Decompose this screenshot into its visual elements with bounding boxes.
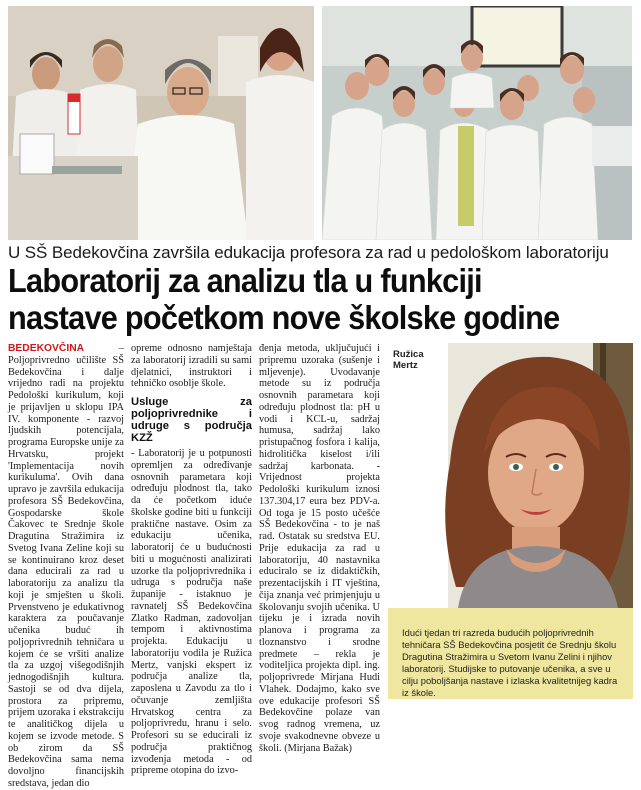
portrait-photo xyxy=(388,343,633,608)
lab-photo-left xyxy=(8,6,314,240)
article-column-3 xyxy=(259,343,380,754)
column-2-text-b: - Laboratorij je u potpunosti opremljen za određivanje osnovnih parametara koji određuju plodnost tla, tako da će početkom iduće školske godine biti u funkciji praktične nastave. Osim za edukaciju učenika, laboratorij će u budućnosti biti u mogućnosti analizirati uzorke tla poljoprivrednika i udruga s područja naše županije - istaknuo je ravnatelj SŠ Bedekovčina Zlatko Radman, zadovoljan tempom i aktivnostima projekta. Edukaciju u laboratoriju vodila je Ružica Mertz, vanjski ekspert iz područja analize tla, zaposlena u Zavodu za tlo i očuvanje zemljišta Hrvatskog centra za poljoprivredu, hranu i selo. Profesori su se educirali iz područja praktičnog izvođenja metoda - od pripreme otopina do izvo- xyxy=(131,448,252,777)
headline-line-2: nastave početkom nove školske godine xyxy=(8,299,560,336)
article-column-2 xyxy=(131,343,252,777)
dateline: BEDEKOVČINA xyxy=(8,343,85,354)
article-kicker: U SŠ Bedekovčina završila edukacija profesora za rad u pedološkom laboratoriju xyxy=(8,243,609,262)
column-1-text: – Poljoprivredno učilište SŠ Bedekovčina i dalje vrijedno radi na projektu Pedološki kurikulum, koji je prijavljen u sklopu IPA IV. komponente - razvoj ljudskih potencijala, programa Europske unije za Hrvatsku, projekt 'Implementacija novih kurikuluma'. Ovih dana upravo je završila edukacija profesora SŠ Bedekovčina, Gospodarske škole Čakovec te Srednje škole Dragutina Stražimira iz Svetog Ivana Zeline koji su se kontinuirano kroz deset dana educirali za rad u laboratoriju za analizu tla koji je smješten u školi. Prvenstveno je edukativnog karaktera za poučavanje učenika buduć ih poljoprivrednih tehničara u kojem će se vršiti analize tla za uzgoj višegodišnjih jednogodišnjih kultura. Sastoji se od dva dijela, prostora za pripremu, prijem uzoraka i ekstrakciju te analitičkog dijela u kojem se izvode metode. S ob zirom da SŠ Bedekovčina sama nema dovoljno financijskih sredstava, jedan dio xyxy=(8,343,124,789)
column-2-text-a: opreme odnosno namještaja za laboratorij izradili su sami djelatnici, instruktori i tehničko osoblje škole. xyxy=(131,343,252,390)
group-photo-right xyxy=(322,6,632,240)
article-headline xyxy=(8,262,592,336)
article-column-1 xyxy=(8,343,124,790)
portrait-name: Ružica Mertz xyxy=(393,349,424,371)
headline-line-1: Laboratorij za analizu tla u funkciji xyxy=(8,262,482,299)
portrait-caption-box xyxy=(388,343,633,699)
photo-caption: Idući tjedan tri razreda budućih poljoprivrednih tehničara SŠ Bedekovčina posjetit će Srednju školu Dragutina Stražimira u Svetom Ivanu Zelini i njihov laboratorij. Studijske to putovanje učenika, a sve u cilju poboljšanja nastave i izlaska kvalitetnijeg kadra iz škole. xyxy=(402,627,618,698)
byline: (Mirjana Bažak) xyxy=(284,742,352,754)
column-3-text: đenja metoda, uključujući i pripremu uzoraka (sušenje i mljevenje). Uvodavanje metode su iz područja osnovnih parametara koji određuju plodnost tla: pH u vodi i KCL-u, sadržaj humusa, sadržaj lako pristupačnog fosfora i kalija, hidrolitička kiselost i/ili sadržaj karbonata. - Vrijednost projekta Pedološki kurikulum iznosi 137.304,17 eura bez PDV-a. Od toga je 15 posto učešće SŠ Bedekovčina - to je naš rad. Ostatak su sredstva EU. Prije edukacija za rad u laboratoriju, 40 nastavnika educiralo se iz didaktičkih, prezentacijskih i IT vještina, čija znanja već primjenjuju u školovanju svojih učenika. U tijeku je i izrada novih planova i programa za tloznanstvo i srodne predmete – rekla je voditeljica projekta dipl. ing. poljoprivrede Mirjana Hudi Vlahek. Dodajmo, kako sve ove edukacije profesori SŠ Bedekovčine polaze van svog radnog vremena, uz svoje svakodnevne obveze u školi. xyxy=(259,343,380,754)
article-subhead: Usluge za poljoprivrednike i udruge s područja KZŽ xyxy=(131,396,252,444)
